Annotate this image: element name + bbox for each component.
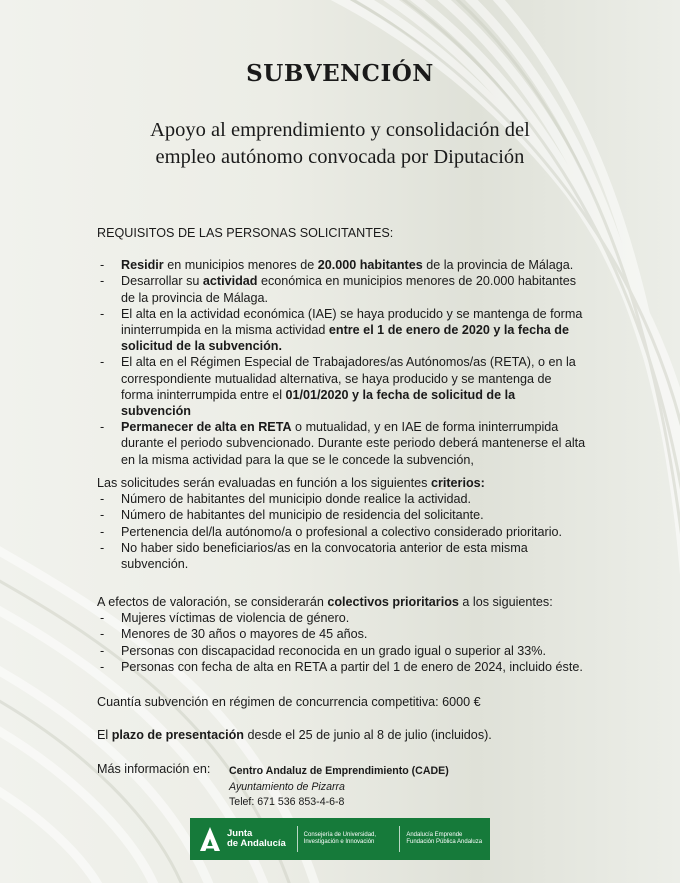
- list-item: - Pertenencia del/la autónomo/a o profesional a colectivo considerado prioritario.: [97, 524, 587, 540]
- junta-logo: [190, 826, 291, 852]
- cuantia-line: Cuantía subvención en régimen de concurrencia competitiva: 6000 €: [97, 695, 481, 709]
- list-item: - Menores de 30 años o mayores de 45 años.: [97, 626, 587, 642]
- fundacion-line: Andalucía Emprende: [406, 831, 463, 838]
- plazo-line: El plazo de presentación desde el 25 de junio al 8 de julio (incluidos).: [97, 728, 492, 742]
- list-item: - Número de habitantes del municipio de residencia del solicitante.: [97, 507, 587, 523]
- junta-andalucia-logo-icon: [199, 826, 221, 852]
- logo-text: [227, 829, 286, 850]
- footer-divider: [399, 826, 400, 852]
- colectivos-section: [97, 594, 587, 675]
- requisitos-section: [97, 225, 587, 468]
- info-block: [229, 764, 449, 811]
- colectivos-list: [97, 610, 587, 675]
- subtitle-line: Apoyo al emprendimiento y consolidación del: [150, 119, 530, 141]
- criterios-section: [97, 475, 587, 572]
- info-label: Más información en:: [97, 762, 211, 776]
- info-subtitle: Ayuntamiento de Pizarra: [229, 780, 345, 793]
- info-organization: Centro Andaluz de Emprendimiento (CADE): [229, 765, 449, 777]
- colectivos-intro: A efectos de valoración, se considerarán colectivos prioritarios a los siguientes:: [97, 595, 553, 609]
- list-item: - El alta en la actividad económica (IAE) se haya producido y se mantenga de forma ininterrumpida en la misma actividad entre el 1 de enero de 2020 y la fecha de solicitud de la subvención.: [97, 306, 587, 355]
- subtitle-line: empleo autónomo convocada por Diputación: [155, 146, 525, 168]
- fundacion-line: Fundación Pública Andaluza: [406, 839, 483, 845]
- list-item: - Residir en municipios menores de 20.000 habitantes de la provincia de Málaga.: [97, 257, 587, 273]
- list-item: - Personas con fecha de alta en RETA a partir del 1 de enero de 2024, incluido éste.: [97, 659, 587, 675]
- list-item: - Número de habitantes del municipio donde realice la actividad.: [97, 491, 587, 507]
- document-title: SUBVENCIÓN: [246, 60, 434, 87]
- list-item: - Personas con discapacidad reconocida en un grado igual o superior al 33%.: [97, 643, 587, 659]
- footer-divider: [297, 826, 298, 852]
- criterios-intro: Las solicitudes serán evaluadas en función a los siguientes criterios:: [97, 476, 485, 490]
- consejeria-line: Investigación e Innovación: [303, 839, 375, 845]
- criterios-list: [97, 491, 587, 572]
- list-item: - Mujeres víctimas de violencia de género.: [97, 610, 587, 626]
- document-subtitle: [60, 117, 620, 171]
- info-phone: Telef: 671 536 853-4-6-8: [229, 796, 345, 808]
- fundacion-text: [406, 832, 490, 847]
- footer-logo-banner: [190, 818, 490, 860]
- cuantia-text: [97, 694, 587, 710]
- requisitos-list: [97, 257, 587, 468]
- requisitos-heading: REQUISITOS DE LAS PERSONAS SOLICITANTES:: [97, 226, 394, 240]
- logo-text-line: de Andalucía: [227, 838, 286, 849]
- list-item: - Permanecer de alta en RETA o mutualidad, y en IAE de forma ininterrumpida durante el periodo subvencionado. Durante este periodo deberá mantenerse el alta en la misma actividad para la que se le concede la subvención,: [97, 419, 587, 468]
- consejeria-line: Consejería de Universidad,: [303, 831, 377, 838]
- list-item: - No haber sido beneficiarios/as en la convocatoria anterior de esta misma subvención.: [97, 540, 587, 572]
- consejeria-text: [304, 832, 394, 847]
- list-item: - Desarrollar su actividad económica en municipios menores de 20.000 habitantes de la provincia de Málaga.: [97, 273, 587, 305]
- list-item: - El alta en el Régimen Especial de Trabajadores/as Autónomos/as (RETA), o en la correspondiente mutualidad alternativa, se haya producido y se mantenga de forma ininterrumpida entre el 01/01/2020 y la fecha de solicitud de la subvención: [97, 354, 587, 419]
- logo-text-line: Junta: [227, 827, 253, 839]
- plazo-text: [97, 727, 587, 743]
